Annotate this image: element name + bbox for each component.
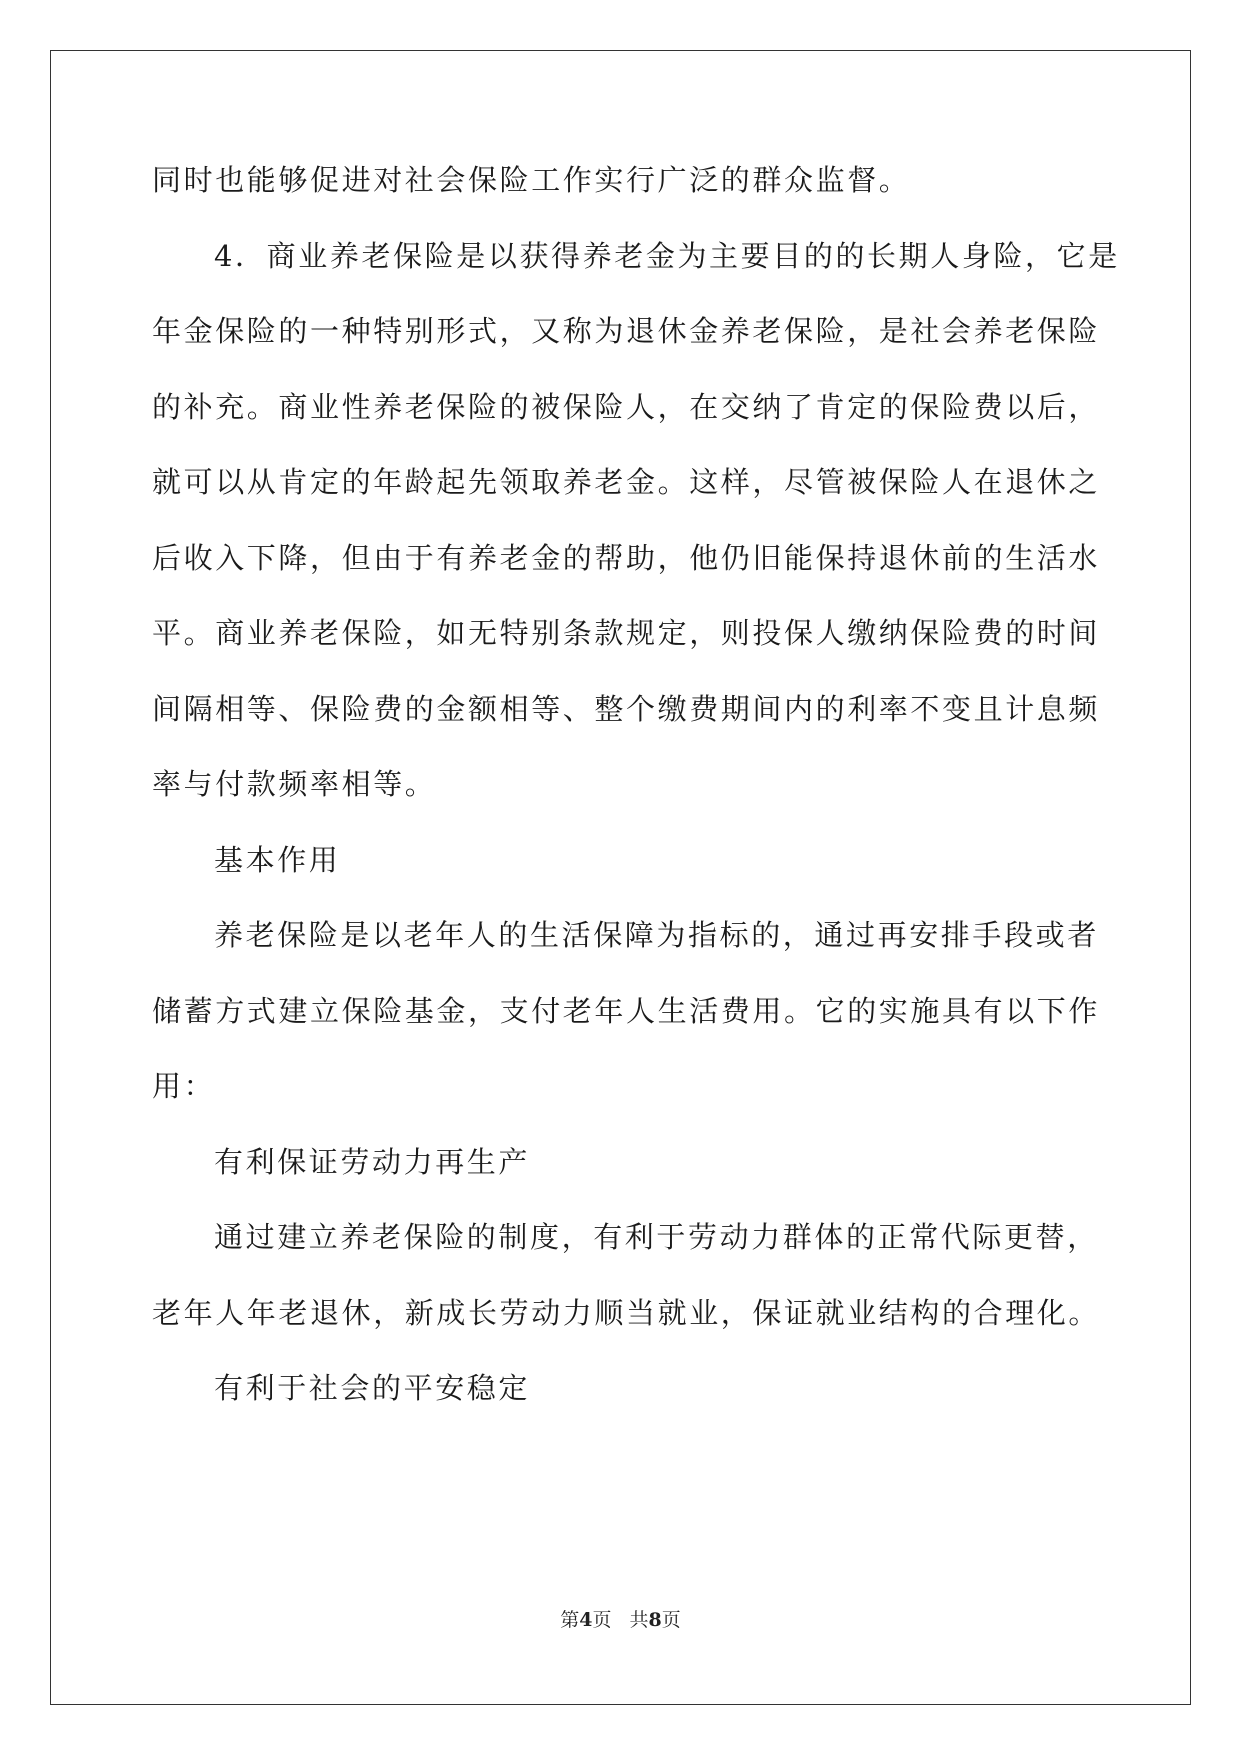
paragraph-line: 后收入下降，但由于有养老金的帮助，他仍旧能保持退休前的生活水 <box>152 540 1101 575</box>
section-heading: 基本作用 <box>214 842 341 877</box>
paragraph-line: 4．商业养老保险是以获得养老金为主要目的的长期人身险，它是 <box>214 238 1120 273</box>
paragraph-line: 用： <box>152 1069 216 1103</box>
paragraph-line: 年金保险的一种特别形式，又称为退休金养老保险，是社会养老保险 <box>152 314 1101 348</box>
footer-prefix: 第 <box>560 1609 580 1631</box>
total-page-number: 8 <box>648 1609 662 1631</box>
paragraph-line: 率与付款频率相等。 <box>152 767 437 801</box>
footer-total-suffix: 页 <box>661 1609 681 1631</box>
paragraph-line: 同时也能够促进对社会保险工作实行广泛的群众监督。 <box>152 163 911 197</box>
document-body <box>152 160 1120 1444</box>
paragraph-line: 就可以从肯定的年龄起先领取养老金。这样，尽管被保险人在退休之 <box>152 465 1101 499</box>
section-heading: 有利于社会的平安稳定 <box>214 1371 531 1405</box>
paragraph-line: 的补充。商业性养老保险的被保险人，在交纳了肯定的保险费以后， <box>152 389 1101 424</box>
paragraph-line: 养老保险是以老年人的生活保障为指标的，通过再安排手段或者 <box>214 918 1099 952</box>
current-page-number: 4 <box>579 1609 593 1631</box>
paragraph-line: 间隔相等、保险费的金额相等、整个缴费期间内的利率不变且计息频 <box>152 691 1101 726</box>
paragraph-line: 通过建立养老保险的制度，有利于劳动力群体的正常代际更替， <box>214 1220 1099 1254</box>
page-footer <box>0 1605 1241 1632</box>
paragraph-line: 老年人年老退休，新成长劳动力顺当就业，保证就业结构的合理化。 <box>152 1295 1101 1330</box>
paragraph-line: 储蓄方式建立保险基金，支付老年人生活费用。它的实施具有以下作 <box>152 993 1101 1028</box>
paragraph-line: 平。商业养老保险，如无特别条款规定，则投保人缴纳保险费的时间 <box>152 616 1101 650</box>
footer-page-suffix: 页 <box>592 1609 612 1631</box>
footer-total-prefix: 共 <box>629 1609 649 1631</box>
section-heading: 有利保证劳动力再生产 <box>214 1144 531 1179</box>
